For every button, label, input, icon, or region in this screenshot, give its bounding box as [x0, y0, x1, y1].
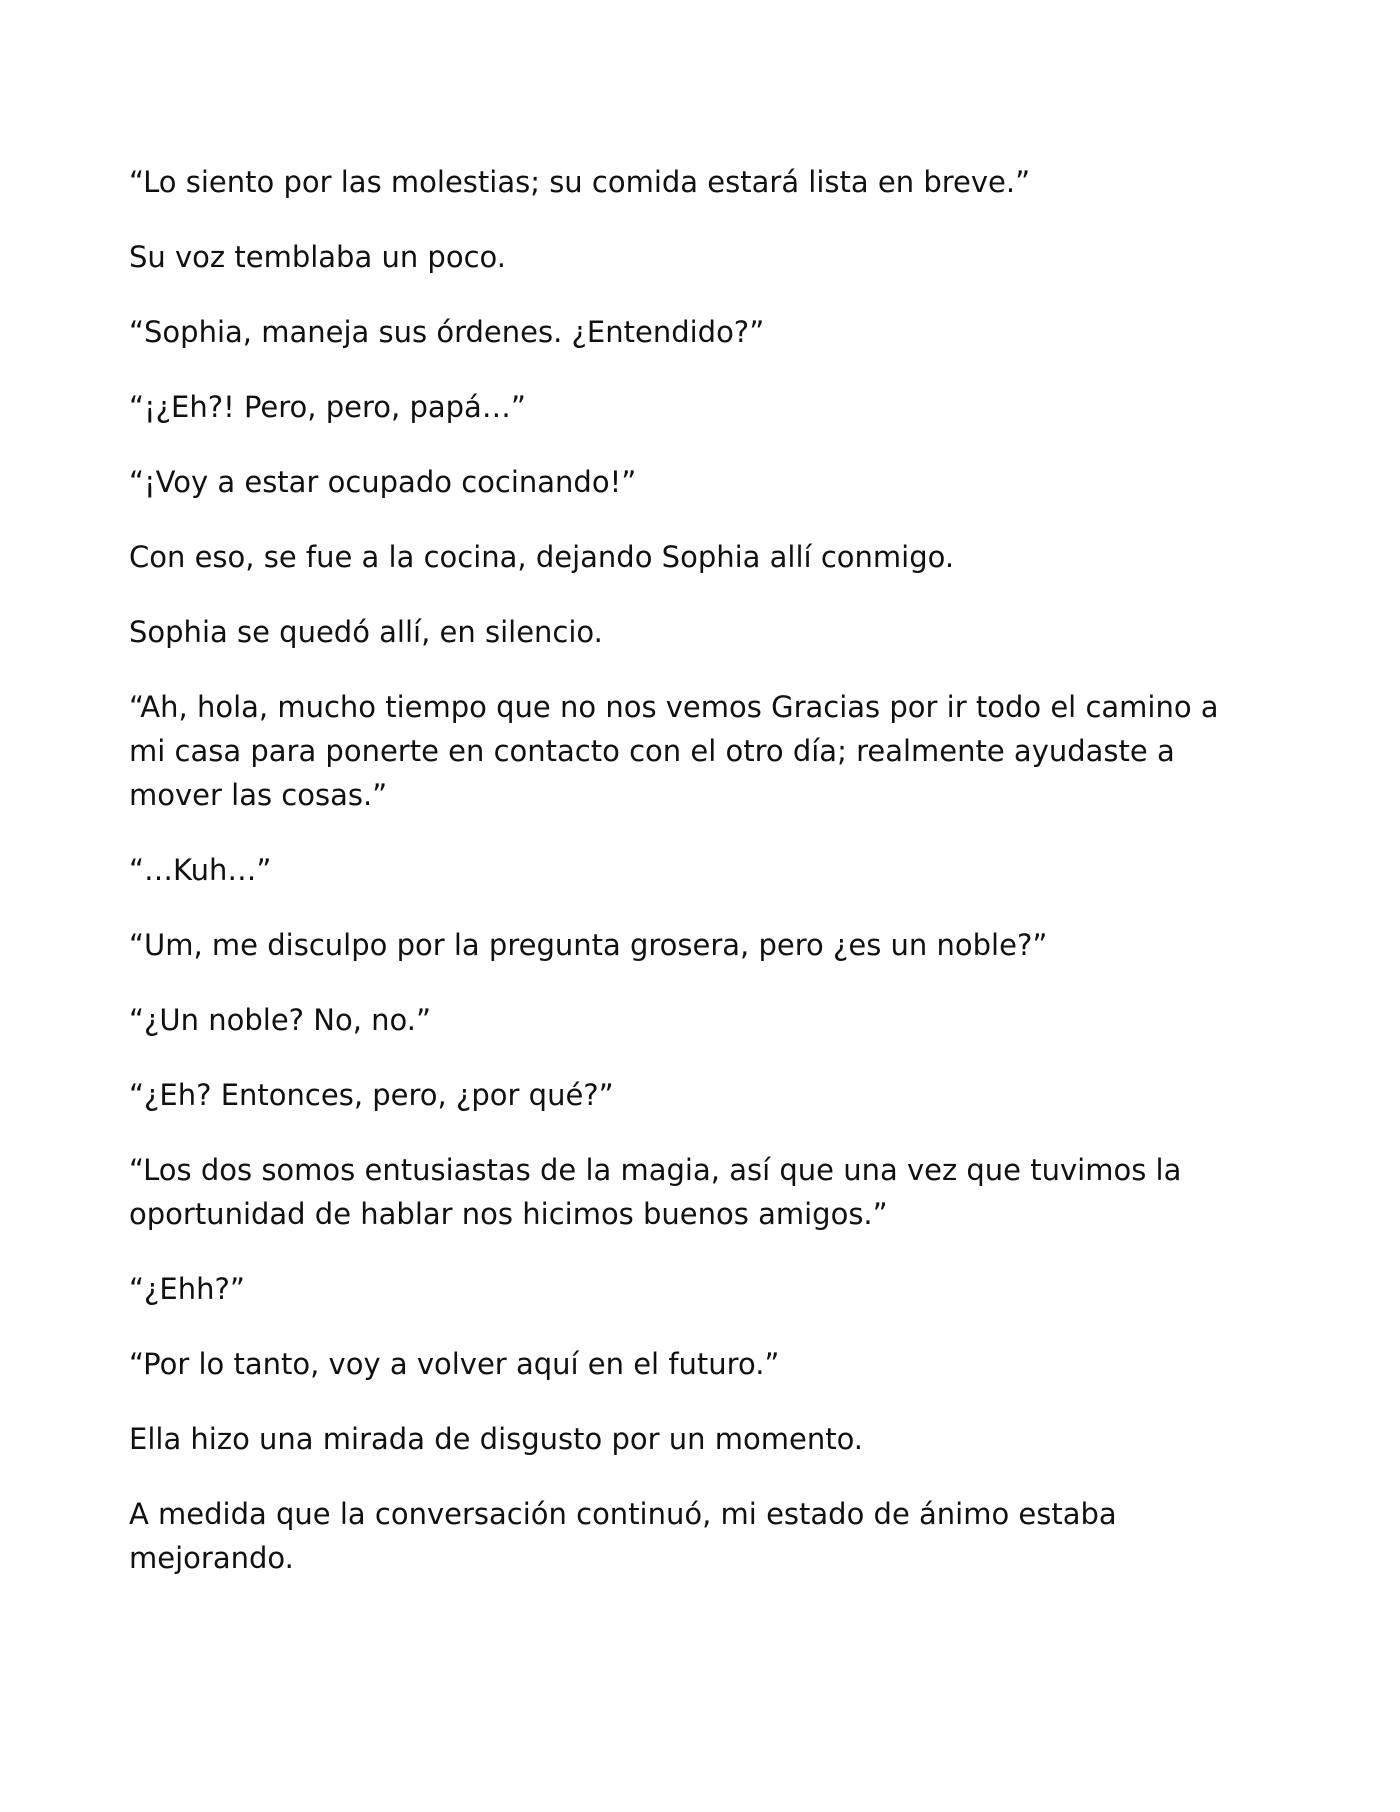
paragraph: Con eso, se fue a la cocina, dejando Sophia allí conmigo. [129, 540, 955, 574]
paragraph: “Um, me disculpo por la pregunta grosera, pero ¿es un noble?” [129, 928, 1048, 962]
paragraph: “¡¿Eh?! Pero, pero, papá…” [129, 390, 526, 424]
paragraph: “Sophia, maneja sus órdenes. ¿Entendido?” [129, 315, 765, 349]
paragraph: Ella hizo una mirada de disgusto por un momento. [129, 1422, 864, 1456]
paragraph: “¿Ehh?” [129, 1272, 245, 1306]
paragraph: A medida que la conversación continuó, mi estado de ánimo estaba mejorando. [129, 1497, 1117, 1575]
paragraph: “Ah, hola, mucho tiempo que no nos vemos Gracias por ir todo el camino a mi casa para ponerte en contacto con el otro día; realmente ayudaste a mover las cosas.” [129, 690, 1219, 812]
paragraph: Su voz temblaba un poco. [129, 240, 506, 274]
paragraph: “…Kuh…” [129, 853, 272, 887]
paragraph: “¡Voy a estar ocupado cocinando!” [129, 465, 637, 499]
paragraph: “Los dos somos entusiastas de la magia, así que una vez que tuvimos la oportunidad de hablar nos hicimos buenos amigos.” [129, 1153, 1182, 1231]
paragraph: “¿Eh? Entonces, pero, ¿por qué?” [129, 1078, 614, 1112]
document-body [129, 160, 1249, 1611]
paragraph: “¿Un noble? No, no.” [129, 1003, 432, 1037]
paragraph: “Por lo tanto, voy a volver aquí en el futuro.” [129, 1347, 780, 1381]
paragraph: “Lo siento por las molestias; su comida estará lista en breve.” [129, 165, 1031, 199]
paragraph: Sophia se quedó allí, en silencio. [129, 615, 603, 649]
